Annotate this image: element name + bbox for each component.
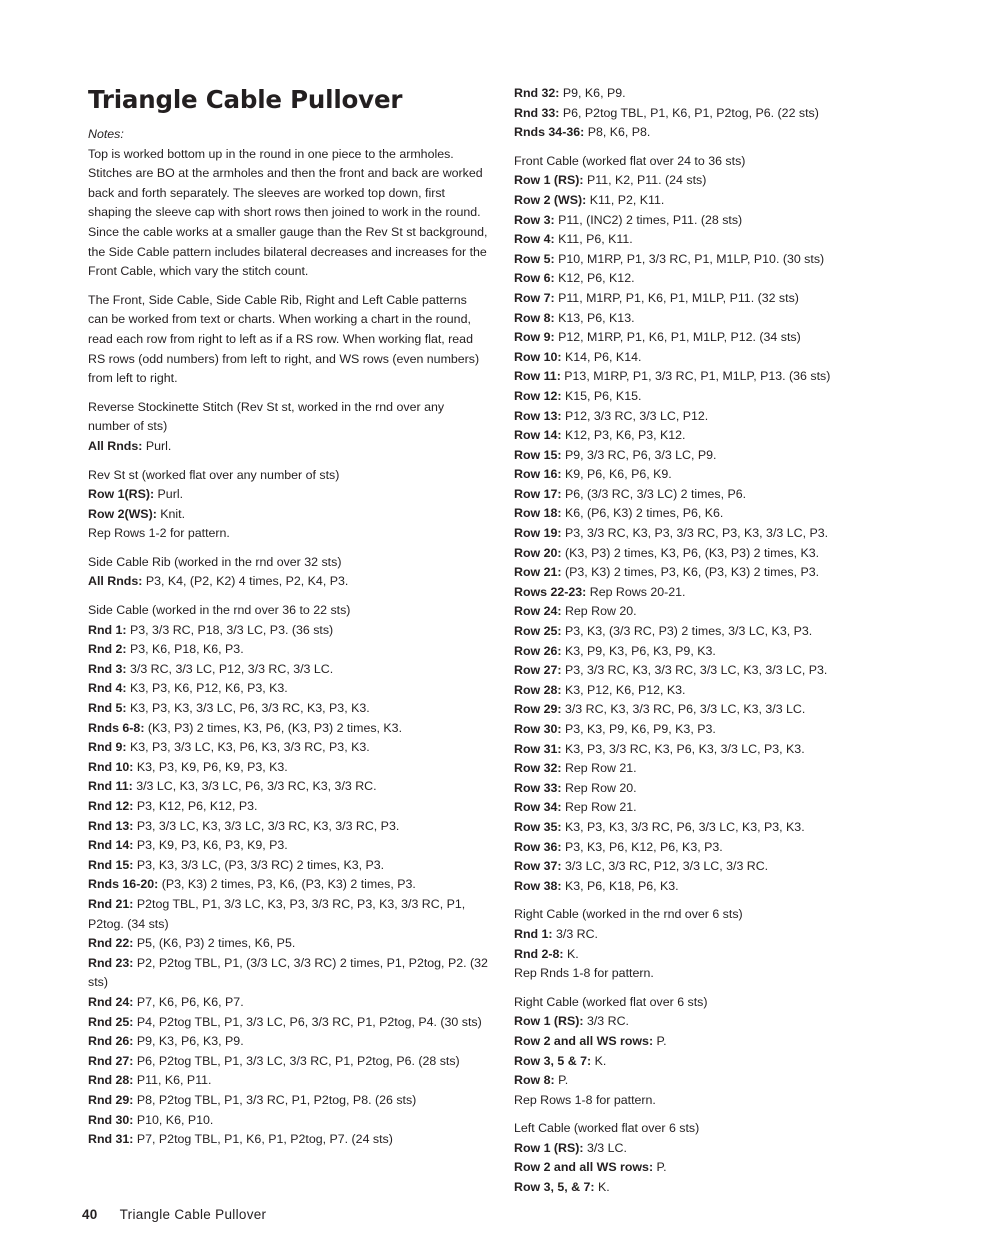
- instruction-line: [88, 1130, 488, 1150]
- row-instruction: Rep Row 20.: [561, 780, 637, 795]
- row-label: Row 2(WS):: [88, 506, 157, 521]
- row-instruction: K.: [563, 946, 579, 961]
- row-instruction: P8, K6, P8.: [584, 125, 651, 140]
- row-instruction: K6, (P6, K3) 2 times, P6, K6.: [561, 506, 724, 521]
- row-instruction: 3/3 RC, 3/3 LC, P12, 3/3 RC, 3/3 LC.: [126, 661, 334, 676]
- row-label: Rnd 25:: [88, 1014, 134, 1029]
- pattern-section: [514, 84, 954, 143]
- row-label: All Rnds:: [88, 574, 143, 589]
- row-label: Row 1 (RS):: [514, 1140, 584, 1155]
- row-instruction: P3, K4, (P2, K2) 4 times, P2, K4, P3.: [142, 574, 349, 589]
- row-instruction: 3/3 LC, 3/3 RC, P12, 3/3 LC, 3/3 RC.: [561, 859, 769, 874]
- row-label: Rnd 13:: [88, 818, 134, 833]
- row-instruction: P3, 3/3 RC, P18, 3/3 LC, P3. (36 sts): [126, 622, 334, 637]
- instruction-line: [514, 1071, 954, 1091]
- row-instruction: P3, K3, P6, K12, P6, K3, P3.: [561, 839, 723, 854]
- row-instruction: P3, K6, P18, K6, P3.: [126, 642, 244, 657]
- row-instruction: Rep Row 21.: [561, 800, 637, 815]
- row-instruction: P3, K9, P3, K6, P3, K9, P3.: [133, 838, 288, 853]
- instruction-line: [514, 857, 954, 877]
- pattern-section: [514, 993, 954, 1111]
- row-label: Row 28:: [514, 682, 562, 697]
- row-instruction: K15, P6, K15.: [561, 388, 642, 403]
- row-label: Rnd 1:: [88, 622, 127, 637]
- instruction-line: [88, 572, 488, 592]
- row-label: Rnd 21:: [88, 896, 134, 911]
- row-instruction: P10, K6, P10.: [133, 1112, 214, 1127]
- note-paragraph: Since the cable works at a smaller gauge than the Rev St st background, the Side Cable pattern includes bilateral decreases and increases for the Front Cable, which vary the stitch count.: [88, 224, 488, 279]
- instruction-line: [514, 1178, 954, 1198]
- row-instruction: Purl.: [142, 438, 172, 453]
- instruction-line: [514, 446, 954, 466]
- instruction-line: [88, 505, 488, 525]
- note-paragraph: The Front, Side Cable, Side Cable Rib, Right and Left Cable patterns can be worked from text or charts. When working a chart in the round, read each row from right to left as if a RS row. When working flat, read RS rows (odd numbers) from left to right, and WS rows (even numbers) from left to right.: [88, 292, 480, 386]
- instruction-line: [514, 964, 954, 984]
- row-label: Row 2 (WS):: [514, 192, 587, 207]
- row-instruction: K.: [591, 1053, 607, 1068]
- instruction-line: [514, 1032, 954, 1052]
- row-instruction: K3, P3, K3, 3/3 RC, P6, 3/3 LC, K3, P3, K3.: [561, 819, 805, 834]
- row-label: Rnd 2-8:: [514, 946, 564, 961]
- row-label: Rnd 28:: [88, 1073, 134, 1088]
- row-label: Rnd 5:: [88, 701, 127, 716]
- instruction-line: [514, 1158, 954, 1178]
- row-instruction: P11, K2, P11. (24 sts): [583, 173, 707, 188]
- row-instruction: Rep Row 21.: [561, 761, 637, 776]
- section-title: Side Cable (worked in the rnd over 36 to 22 sts): [88, 603, 351, 618]
- instruction-line: [514, 720, 954, 740]
- row-label: Row 7:: [514, 290, 555, 305]
- page-title: Triangle Cable Pullover: [88, 85, 403, 114]
- row-instruction: K3, P9, K3, P6, K3, P9, K3.: [561, 643, 716, 658]
- row-label: Rnd 29:: [88, 1092, 134, 1107]
- instruction-line: [88, 679, 488, 699]
- row-instruction: K3, P3, K6, P12, K6, P3, K3.: [126, 681, 288, 696]
- instruction-line: [88, 875, 488, 895]
- row-label: Row 35:: [514, 819, 562, 834]
- row-label: Row 5:: [514, 251, 555, 266]
- row-label: Row 3:: [514, 212, 555, 227]
- row-label: Row 9:: [514, 330, 555, 345]
- row-label: Row 26:: [514, 643, 562, 658]
- row-instruction: K11, P2, K11.: [586, 192, 665, 207]
- instruction-line: [514, 348, 954, 368]
- instruction-line: [88, 524, 488, 544]
- row-instruction: P6, P2tog TBL, P1, 3/3 LC, 3/3 RC, P1, P2tog, P6. (28 sts): [133, 1053, 460, 1068]
- row-label: Rnd 3:: [88, 661, 127, 676]
- row-instruction: P3, 3/3 LC, K3, 3/3 LC, 3/3 RC, K3, 3/3 RC, P3.: [133, 818, 400, 833]
- row-label: Rnd 22:: [88, 936, 134, 951]
- instruction-line: [514, 661, 954, 681]
- row-label: Row 4:: [514, 232, 555, 247]
- instruction-line: [514, 877, 954, 897]
- instruction-line: [88, 699, 488, 719]
- row-label: Row 24:: [514, 604, 562, 619]
- instruction-line: [514, 211, 954, 231]
- row-instruction: P11, (INC2) 2 times, P11. (28 sts): [554, 212, 743, 227]
- instruction-line: [88, 660, 488, 680]
- row-label: Rnd 4:: [88, 681, 127, 696]
- instruction-line: [514, 328, 954, 348]
- instruction-line: [514, 1091, 954, 1111]
- section-title: Right Cable (worked in the rnd over 6 sts): [514, 907, 743, 922]
- instruction-line: [88, 1071, 488, 1091]
- instruction-line: [514, 171, 954, 191]
- section-title: Left Cable (worked flat over 6 sts): [514, 1121, 700, 1136]
- instruction-line: [514, 84, 954, 104]
- instruction-line: [88, 934, 488, 954]
- instruction-line: [88, 797, 488, 817]
- row-instruction: P9, 3/3 RC, P6, 3/3 LC, P9.: [561, 447, 717, 462]
- row-instruction: 3/3 RC.: [552, 926, 598, 941]
- row-label: Row 10:: [514, 349, 562, 364]
- row-instruction: K13, P6, K13.: [554, 310, 635, 325]
- row-label: Row 12:: [514, 388, 562, 403]
- instruction-line: [514, 925, 954, 945]
- instruction-line: [514, 426, 954, 446]
- instruction-line: [514, 1139, 954, 1159]
- row-instruction: (K3, P3) 2 times, K3, P6, (K3, P3) 2 times, K3.: [144, 720, 403, 735]
- row-instruction: 3/3 LC, K3, 3/3 LC, P6, 3/3 RC, K3, 3/3 RC.: [132, 779, 377, 794]
- instruction-line: [88, 1111, 488, 1131]
- instruction-line: [514, 504, 954, 524]
- row-instruction: P12, 3/3 RC, 3/3 LC, P12.: [561, 408, 709, 423]
- instruction-line: [88, 1052, 488, 1072]
- row-instruction: K3, P3, K9, P6, K9, P3, K3.: [133, 759, 288, 774]
- row-label: Row 31:: [514, 741, 562, 756]
- row-label: Rnd 1:: [514, 926, 553, 941]
- row-instruction: P3, 3/3 RC, K3, P3, 3/3 RC, P3, K3, 3/3 LC, P3.: [561, 526, 829, 541]
- instruction-line: [514, 602, 954, 622]
- row-instruction: P11, K6, P11.: [133, 1073, 212, 1088]
- instruction-line: [514, 622, 954, 642]
- row-label: Row 1(RS):: [88, 487, 155, 502]
- instruction-line: [514, 1052, 954, 1072]
- row-instruction: Rep Row 20.: [561, 604, 637, 619]
- row-instruction: 3/3 RC.: [583, 1014, 629, 1029]
- instruction-line: [514, 407, 954, 427]
- instruction-line: [514, 387, 954, 407]
- section-title: Front Cable (worked flat over 24 to 36 sts): [514, 153, 746, 168]
- row-instruction: P3, 3/3 RC, K3, 3/3 RC, 3/3 LC, K3, 3/3 LC, P3.: [561, 663, 828, 678]
- row-instruction: Knit.: [156, 506, 186, 521]
- row-label: Row 32:: [514, 761, 562, 776]
- instruction-line: [514, 465, 954, 485]
- instruction-line: [514, 681, 954, 701]
- instruction-line: [514, 269, 954, 289]
- row-label: Rnd 30:: [88, 1112, 134, 1127]
- page-footer: [82, 1205, 266, 1225]
- row-instruction: K3, P6, K18, P6, K3.: [561, 878, 679, 893]
- instruction-line: [88, 485, 488, 505]
- instruction-line: [88, 817, 488, 837]
- row-instruction: 3/3 RC, K3, 3/3 RC, P6, 3/3 LC, K3, 3/3 LC.: [561, 702, 806, 717]
- row-label: Row 25:: [514, 624, 562, 639]
- row-instruction: P9, K6, P9.: [559, 86, 626, 100]
- row-instruction: P6, (3/3 RC, 3/3 LC) 2 times, P6.: [561, 486, 747, 501]
- row-instruction: 3/3 LC.: [583, 1140, 627, 1155]
- instruction-line: [514, 642, 954, 662]
- row-label: Rnd 2:: [88, 642, 127, 657]
- row-label: Rnd 14:: [88, 838, 134, 853]
- row-label: Row 18:: [514, 506, 562, 521]
- row-instruction: P3, K3, P9, K6, P9, K3, P3.: [561, 722, 716, 736]
- instruction-line: [88, 1013, 488, 1033]
- row-label: Rnds 16-20:: [88, 877, 159, 892]
- row-instruction: K14, P6, K14.: [561, 349, 642, 364]
- pattern-section: [88, 466, 488, 544]
- row-label: Row 1 (RS):: [514, 173, 584, 188]
- row-instruction: P2tog TBL, P1, 3/3 LC, K3, P3, 3/3 RC, P3, K3, 3/3 RC, P1, P2tog. (34 sts): [88, 896, 466, 931]
- row-instruction: P2, P2tog TBL, P1, (3/3 LC, 3/3 RC) 2 times, P1, P2tog, P2. (32 sts): [88, 955, 488, 990]
- instruction-line: [88, 621, 488, 641]
- instruction-line: [88, 777, 488, 797]
- row-instruction: Rep Rows 20-21.: [586, 584, 686, 599]
- row-label: Row 6:: [514, 271, 555, 286]
- row-label: Row 16:: [514, 467, 562, 482]
- left-column: [88, 84, 488, 1150]
- instruction-line: [514, 818, 954, 838]
- right-column: [514, 84, 954, 1198]
- row-label: Row 1 (RS):: [514, 1014, 584, 1029]
- row-instruction: P.: [653, 1033, 667, 1048]
- right-pattern-sections: [514, 84, 954, 1198]
- row-label: Row 37:: [514, 859, 562, 874]
- left-pattern-sections: [88, 398, 488, 1150]
- row-label: Row 3, 5, & 7:: [514, 1180, 595, 1195]
- row-label: Rnd 24:: [88, 994, 134, 1009]
- row-instruction: K9, P6, K6, P6, K9.: [561, 467, 672, 482]
- instruction-line: [88, 738, 488, 758]
- instruction-line: [514, 759, 954, 779]
- instruction-line: [514, 838, 954, 858]
- row-instruction: Rep Rows 1-2 for pattern.: [88, 526, 230, 541]
- instruction-line: [514, 700, 954, 720]
- instruction-line: [514, 563, 954, 583]
- row-instruction: Purl.: [154, 487, 184, 502]
- row-label: Row 29:: [514, 702, 562, 717]
- row-instruction: Rep Rnds 1-8 for pattern.: [514, 966, 654, 981]
- row-label: Rnd 12:: [88, 799, 134, 813]
- pattern-section: [88, 553, 488, 592]
- row-instruction: P8, P2tog TBL, P1, 3/3 RC, P1, P2tog, P8. (26 sts): [133, 1092, 417, 1107]
- note-paragraph: Top is worked bottom up in the round in one piece to the armholes. Stitches are BO at the armholes and then the front and back are worked back and forth separately. The sleeves are worked top down, first shaping the sleeve cap with short rows then joined to work in the round.: [88, 146, 483, 220]
- row-instruction: P6, P2tog TBL, P1, K6, P1, P2tog, P6. (22 sts): [559, 105, 819, 120]
- row-instruction: P3, K12, P6, K12, P3.: [133, 799, 258, 813]
- row-label: Row 21:: [514, 565, 562, 580]
- instruction-line: [514, 309, 954, 329]
- instruction-line: [88, 856, 488, 876]
- row-instruction: (K3, P3) 2 times, K3, P6, (K3, P3) 2 times, K3.: [561, 545, 820, 560]
- row-label: Row 13:: [514, 408, 562, 423]
- section-title: Side Cable Rib (worked in the rnd over 32 sts): [88, 554, 342, 569]
- row-instruction: P10, M1RP, P1, 3/3 RC, P1, M1LP, P10. (30 sts): [554, 251, 825, 266]
- instruction-line: [88, 1091, 488, 1111]
- row-label: Rnd 10:: [88, 759, 134, 774]
- instruction-line: [514, 123, 954, 143]
- instruction-line: [514, 485, 954, 505]
- pattern-section: [88, 601, 488, 1150]
- row-label: Row 2 and all WS rows:: [514, 1033, 654, 1048]
- instruction-line: [88, 758, 488, 778]
- row-label: Rnds 34-36:: [514, 125, 585, 140]
- row-instruction: P5, (K6, P3) 2 times, K6, P5.: [133, 936, 296, 951]
- pattern-section: [88, 398, 488, 457]
- row-instruction: P3, K3, 3/3 LC, (P3, 3/3 RC) 2 times, K3, P3.: [133, 857, 385, 872]
- row-instruction: K.: [594, 1180, 610, 1195]
- row-label: Rnd 11:: [88, 779, 133, 794]
- row-label: Row 33:: [514, 780, 562, 795]
- instruction-line: [514, 583, 954, 603]
- row-instruction: K3, P12, K6, P12, K3.: [561, 682, 686, 697]
- row-instruction: P13, M1RP, P1, 3/3 RC, P1, M1LP, P13. (36 sts): [560, 369, 831, 384]
- row-label: Row 2 and all WS rows:: [514, 1160, 654, 1175]
- instruction-line: [514, 798, 954, 818]
- row-instruction: P11, M1RP, P1, K6, P1, M1LP, P11. (32 sts): [554, 290, 799, 305]
- instruction-line: [88, 640, 488, 660]
- row-label: Row 3, 5 & 7:: [514, 1053, 592, 1068]
- section-title: Right Cable (worked flat over 6 sts): [514, 994, 708, 1009]
- row-label: Row 20:: [514, 545, 562, 560]
- row-instruction: P.: [554, 1073, 569, 1088]
- row-instruction: Rep Rows 1-8 for pattern.: [514, 1092, 656, 1107]
- instruction-line: [514, 1012, 954, 1032]
- row-instruction: P12, M1RP, P1, K6, P1, M1LP, P12. (34 sts): [554, 330, 801, 345]
- row-instruction: (P3, K3) 2 times, P3, K6, (P3, K3) 2 times, P3.: [561, 565, 820, 580]
- instruction-line: [514, 524, 954, 544]
- pattern-section: [514, 152, 954, 897]
- row-label: Rnd 33:: [514, 105, 560, 120]
- row-instruction: K12, P3, K6, P3, K12.: [561, 428, 686, 443]
- notes: [88, 145, 488, 389]
- row-label: All Rnds:: [88, 438, 143, 453]
- instruction-line: [514, 289, 954, 309]
- row-instruction: P4, P2tog TBL, P1, 3/3 LC, P6, 3/3 RC, P1, P2tog, P4. (30 sts): [133, 1014, 482, 1029]
- instruction-line: [88, 437, 488, 457]
- instruction-line: [88, 993, 488, 1013]
- row-label: Row 14:: [514, 428, 562, 443]
- row-instruction: K3, P3, K3, 3/3 LC, P6, 3/3 RC, K3, P3, K3.: [126, 701, 370, 716]
- instruction-line: [88, 836, 488, 856]
- row-label: Row 27:: [514, 663, 562, 678]
- row-label: Rnd 9:: [88, 740, 127, 755]
- row-instruction: K3, P3, 3/3 LC, K3, P6, K3, 3/3 RC, P3, K3.: [126, 740, 370, 755]
- instruction-line: [88, 954, 488, 993]
- page-number: 40: [82, 1207, 98, 1222]
- row-label: Row 34:: [514, 800, 562, 815]
- row-label: Row 19:: [514, 526, 562, 541]
- row-label: Row 11:: [514, 369, 561, 384]
- instruction-line: [514, 740, 954, 760]
- row-label: Row 8:: [514, 310, 555, 325]
- instruction-line: [514, 250, 954, 270]
- row-instruction: P7, K6, P6, K6, P7.: [133, 994, 244, 1009]
- row-instruction: (P3, K3) 2 times, P3, K6, (P3, K3) 2 times, P3.: [158, 877, 416, 892]
- row-label: Rows 22-23:: [514, 584, 587, 599]
- row-instruction: P3, K3, (3/3 RC, P3) 2 times, 3/3 LC, K3, P3.: [561, 624, 813, 639]
- row-instruction: P7, P2tog TBL, P1, K6, P1, P2tog, P7. (24 sts): [133, 1132, 393, 1147]
- pattern-section: [514, 905, 954, 983]
- row-label: Rnd 32:: [514, 86, 560, 100]
- row-instruction: K12, P6, K12.: [554, 271, 635, 286]
- instruction-line: [514, 191, 954, 211]
- instruction-line: [88, 895, 488, 934]
- row-label: Rnd 27:: [88, 1053, 134, 1068]
- row-label: Row 30:: [514, 722, 562, 736]
- row-label: Row 38:: [514, 878, 562, 893]
- row-label: Row 15:: [514, 447, 562, 462]
- row-label: Rnds 6-8:: [88, 720, 145, 735]
- section-title: Reverse Stockinette Stitch (Rev St st, worked in the rnd over any number of sts): [88, 399, 445, 434]
- row-label: Row 17:: [514, 486, 562, 501]
- instruction-line: [514, 367, 954, 387]
- row-label: Row 36:: [514, 839, 562, 854]
- row-instruction: P.: [653, 1160, 667, 1175]
- row-instruction: P9, K3, P6, K3, P9.: [133, 1034, 244, 1049]
- row-label: Rnd 15:: [88, 857, 134, 872]
- instruction-line: [514, 104, 954, 124]
- instruction-line: [514, 544, 954, 564]
- row-instruction: K3, P3, 3/3 RC, K3, P6, K3, 3/3 LC, P3, K3.: [561, 741, 805, 756]
- section-title: Rev St st (worked flat over any number of sts): [88, 467, 340, 482]
- instruction-line: [514, 779, 954, 799]
- instruction-line: [88, 719, 488, 739]
- pattern-section: [514, 1119, 954, 1197]
- row-label: Rnd 26:: [88, 1034, 134, 1049]
- instruction-line: [88, 1032, 488, 1052]
- running-title: Triangle Cable Pullover: [119, 1207, 267, 1222]
- row-label: Rnd 23:: [88, 955, 134, 970]
- instruction-line: [514, 945, 954, 965]
- instruction-line: [514, 230, 954, 250]
- notes-label: Notes:: [88, 127, 124, 141]
- row-label: Row 8:: [514, 1073, 555, 1088]
- row-instruction: K11, P6, K11.: [554, 232, 633, 247]
- row-label: Rnd 31:: [88, 1132, 134, 1147]
